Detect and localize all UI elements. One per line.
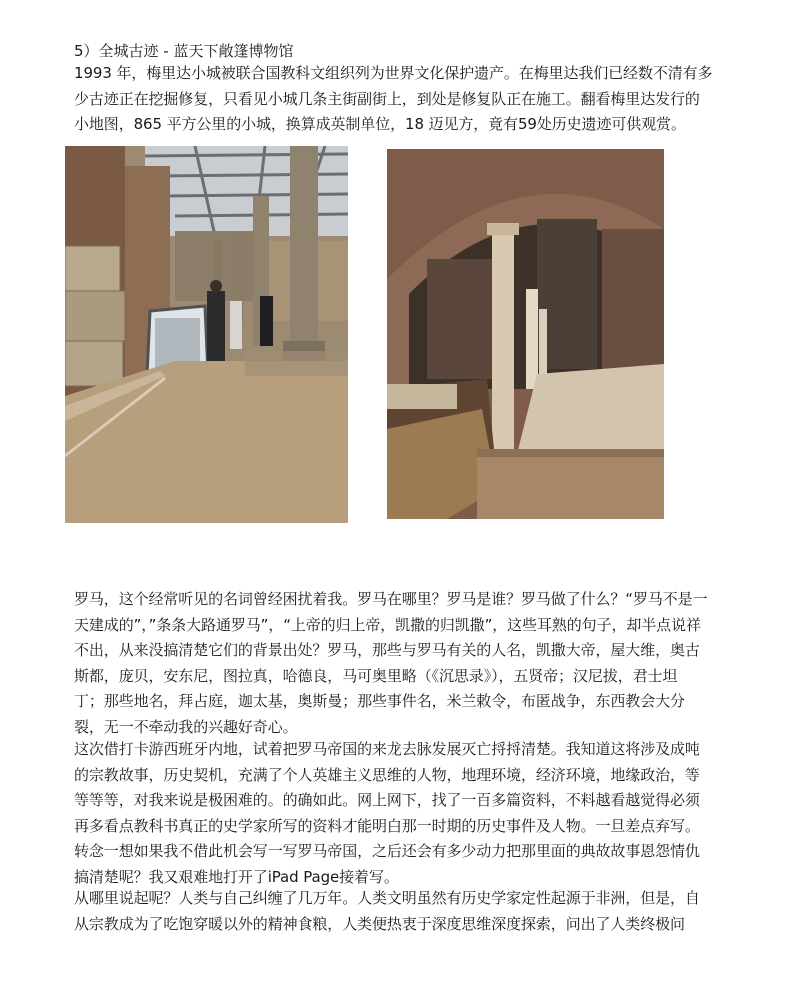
paragraph-line: 罗马，这个经常听见的名词曾经困扰着我。罗马在哪里？罗马是谁？罗马做了什么？“罗马不是一 — [74, 590, 708, 608]
paragraph-line: 小地图，865 平方公里的小城，换算成英制单位，18 迈见方，竟有59处历史遗迹可供观赏。 — [74, 115, 686, 133]
photo-brick-arch — [387, 149, 664, 519]
paragraph-line: 丁；那些地名，拜占庭，迦太基，奥斯曼；那些事件名，米兰敕令，布匿战争，东西教会大分 — [74, 692, 685, 710]
paragraph-line: 斯都，庞贝，安东尼，图拉真，哈德良，马可奥里略（《沉思录》），五贤帝；汉尼拔，君士坦 — [74, 666, 678, 685]
paragraph-line: 搞清楚呢？我又艰难地打开了iPad Page接着写。 — [74, 867, 399, 886]
paragraph-line: 少古迹正在挖掘修复，只看见小城几条主街副街上，到处是修复队正在施工。翻看梅里达发行的 — [74, 89, 700, 108]
paragraph-line: 裂，无一不牵动我的兴趣好奇心。 — [74, 717, 298, 736]
paragraph-origins — [74, 886, 734, 937]
paragraph-line: 不出，从来没搞清楚它们的背景出处？罗马，那些与罗马有关的人名，凯撒大帝，屋大维，奥古 — [74, 641, 700, 659]
paragraph-line: 再多看点教科书真正的史学家所写的资料才能明白那一时期的历史事件及人物。一旦差点弃写。 — [74, 816, 700, 835]
paragraph-line: 从宗教成为了吃饱穿暖以外的精神食粮，人类便热衷于深度思维深度探索，问出了人类终极问 — [74, 914, 685, 933]
photo-colonnade — [65, 146, 348, 523]
paragraph-line: 1993 年，梅里达小城被联合国教科文组织列为世界文化保护遗产。在梅里达我们已经数不清有多 — [74, 64, 713, 82]
paragraph-line: 转念一想如果我不借此机会写一写罗马帝国，之后还会有多少动力把那里面的典故故事恩怨情仇 — [74, 842, 700, 860]
paragraph-rome — [74, 587, 734, 740]
paragraph-line: 等等等，对我来说是极困难的。的确如此。网上网下，找了一百多篇资料，不料越看越觉得必须 — [74, 791, 700, 809]
paragraph-line: 从哪里说起呢？人类与自己纠缠了几万年。人类文明虽然有历史学家定性起源于非洲，但是，自 — [74, 889, 700, 907]
paragraph-intro — [74, 61, 734, 138]
paragraph-line: 天建成的”，”条条大路通罗马”，“上帝的归上帝，凯撒的归凯撒”，这些耳熟的句子，却半点说祥 — [74, 615, 701, 634]
paragraph-trip — [74, 737, 734, 890]
section-heading: 5）全城古迹 - 蓝天下敞篷博物馆 — [74, 42, 294, 60]
paragraph-line: 的宗教故事，历史契机，充满了个人英雄主义思维的人物，地理环境，经济环境，地缘政治，等 — [74, 765, 700, 784]
paragraph-line: 这次借打卡游西班牙内地，试着把罗马帝国的来龙去脉发展灭亡捋捋清楚。我知道这将涉及成吨 — [74, 740, 700, 758]
